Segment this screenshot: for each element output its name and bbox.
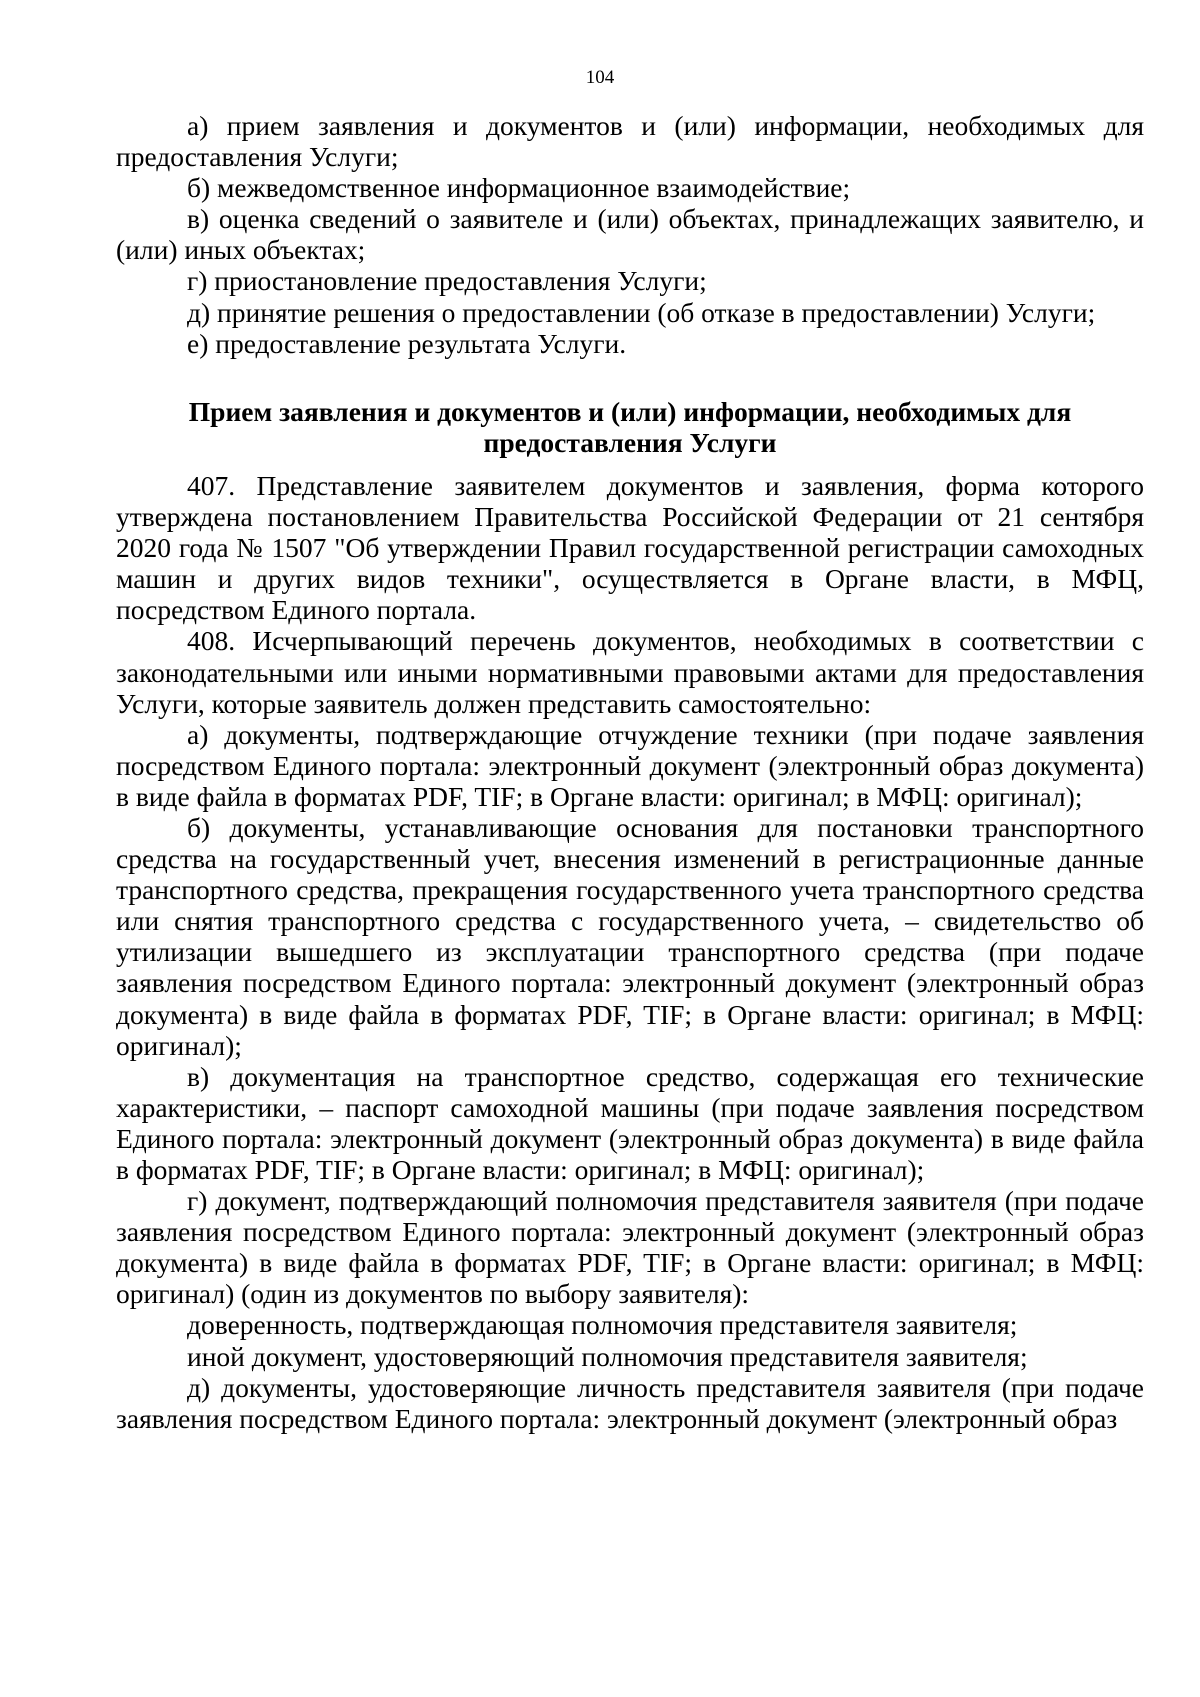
paragraph-408-a: а) документы, подтверждающие отчуждение техники (при подаче заявления посредством Единого портала: электронный документ (электронный образ документа) в виде файла в форматах PDF, TIF; в Органе власти: оригинал; в МФЦ: оригинал); [116, 718, 1144, 812]
spacer [116, 359, 1144, 396]
paragraph-407: 407. Представление заявителем документов и заявления, форма которого утверждена постановлением Правительства Российской Федерации от 21 сентября 2020 года № 1507 "Об утверждении Правил государственной регистрации самоходных машин и других видов техники", осуществляется в Органе власти, в МФЦ, посредством Единого портала. [116, 469, 1144, 626]
paragraph-408-v: в) документация на транспортное средство, содержащая его технические характеристики, – паспорт самоходной машины (при подаче заявления посредством Единого портала: электронный документ (электронный образ документа) в виде файла в форматах PDF, TIF; в Органе власти: оригинал; в МФЦ: оригинал); [116, 1060, 1144, 1185]
document-body [116, 110, 1144, 1434]
paragraph-408-d: д) документы, удостоверяющие личность представителя заявителя (при подаче заявления посредством Единого портала: электронный документ (электронный образ [116, 1371, 1144, 1434]
paragraph-408-g: г) документ, подтверждающий полномочия представителя заявителя (при подаче заявления посредством Единого портала: электронный документ (электронный образ документа) в виде файла в форматах PDF, TIF; в Органе власти: оригинал; в МФЦ: оригинал) (один из документов по выбору заявителя): [116, 1185, 1144, 1310]
list-item-g: г) приостановление предоставления Услуги; [187, 265, 707, 297]
paragraph-power-of-attorney: доверенность, подтверждающая полномочия представителя заявителя; [187, 1309, 1018, 1341]
page-number: 104 [585, 67, 615, 88]
list-item-v: в) оценка сведений о заявителе и (или) объектах, принадлежащих заявителю, и (или) иных объектах; [116, 203, 1144, 266]
paragraph-408: 408. Исчерпывающий перечень документов, необходимых в соответствии с законодательными или иными нормативными правовыми актами для предоставления Услуги, которые заявитель должен представить самостоятельно: [116, 625, 1144, 719]
paragraph-other-document: иной документ, удостоверяющий полномочия представителя заявителя; [187, 1340, 1028, 1372]
section-heading: Прием заявления и документов и (или) информации, необходимых для предоставления Услуги [188, 395, 1072, 458]
paragraph-408-b: б) документы, устанавливающие основания для постановки транспортного средства на государственный учет, внесения изменений в регистрационные данные транспортного средства, прекращения государственного учета транспортного средства или снятия транспортного средства с государственного учета, – свидетельство об утилизации вышедшего из эксплуатации транспортного средства (при подаче заявления посредством Единого портала: электронный документ (электронный образ документа) в виде файла в форматах PDF, TIF; в Органе власти: оригинал; в МФЦ: оригинал); [116, 811, 1144, 1061]
spacer [116, 458, 1144, 470]
list-item-b: б) межведомственное информационное взаимодействие; [187, 172, 851, 204]
list-item-a: а) прием заявления и документов и (или) информации, необходимых для предоставления Услуги; [116, 110, 1144, 173]
list-item-d: д) принятие решения о предоставлении (об отказе в предоставлении) Услуги; [187, 296, 1096, 328]
list-item-e: е) предоставление результата Услуги. [187, 327, 627, 359]
